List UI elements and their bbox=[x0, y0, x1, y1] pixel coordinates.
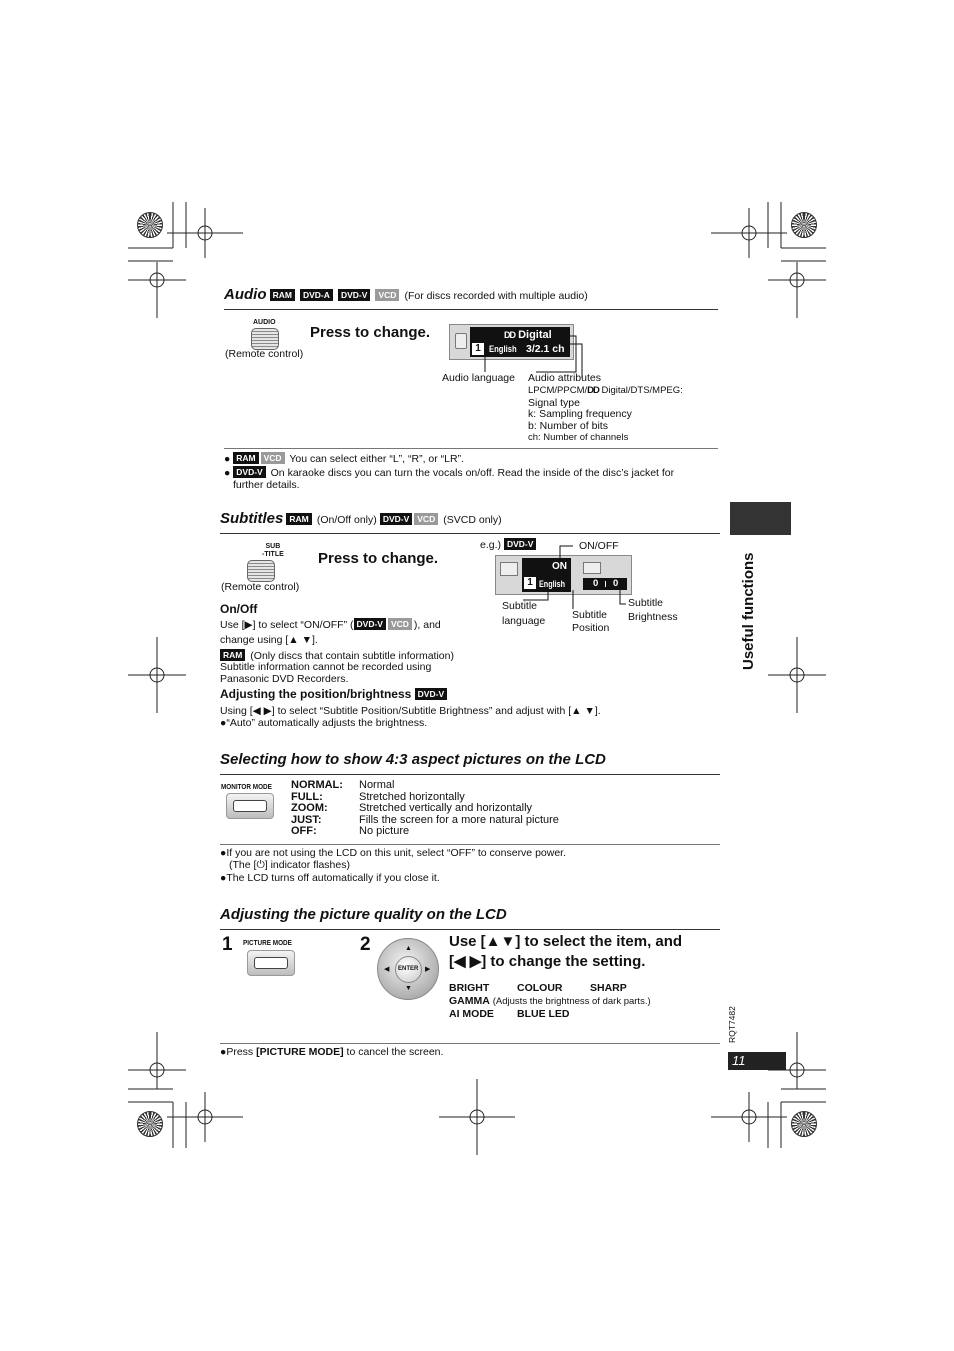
subtitle-press-to-change: Press to change. bbox=[318, 550, 439, 567]
page-number-box bbox=[728, 1052, 786, 1070]
quality-note: ●Press [PICTURE MODE] to cancel the screen. bbox=[220, 1046, 444, 1058]
subtitle-display-number: 1 bbox=[524, 577, 536, 589]
quality-instruction: Use [▲▼] to select the item, and [◀ ▶] to change the setting. bbox=[449, 933, 683, 970]
audio-attr-line2: Signal type bbox=[528, 397, 580, 409]
audio-button-label: AUDIO bbox=[253, 319, 276, 326]
badge-dvd-a: DVD-A bbox=[300, 289, 333, 301]
subtitle-remote-caption: (Remote control) bbox=[221, 581, 300, 593]
badge-vcd: VCD bbox=[261, 452, 285, 464]
quality-notes-rule bbox=[220, 1043, 720, 1044]
auto-text: ●“Auto” automatically adjusts the brightness. bbox=[220, 717, 428, 729]
aspect-mode-row: FULL: Stretched horizontally bbox=[291, 790, 465, 803]
quality-items bbox=[449, 982, 651, 1021]
aspect-title: Selecting how to show 4:3 aspect pictures on the LCD bbox=[220, 751, 606, 768]
audio-attr-line3: k: Sampling frequency bbox=[528, 408, 632, 420]
subtitle-button-label: SUB -TITLE bbox=[262, 543, 284, 558]
quality-title: Adjusting the picture quality on the LCD bbox=[220, 906, 507, 923]
dolby-icon: DD bbox=[504, 330, 515, 340]
page-number: 11 bbox=[732, 1053, 746, 1068]
subtitle-onoff-label: ON/OFF bbox=[579, 540, 619, 552]
subtitle-position-value: 0 bbox=[593, 578, 599, 589]
badge-vcd: VCD bbox=[388, 618, 412, 630]
power-icon: ⏻ bbox=[256, 859, 265, 871]
subtitles-section-header: Subtitles RAM (On/Off only) DVD-V VCD (SVCD only) bbox=[220, 510, 502, 527]
badge-dvd-v: DVD-V bbox=[338, 289, 370, 301]
audio-attr-line4: b: Number of bits bbox=[528, 420, 608, 432]
monitor-mode-button[interactable] bbox=[226, 793, 274, 819]
badge-dvd-v: DVD-V bbox=[504, 538, 536, 550]
monitor-mode-label: MONITOR MODE bbox=[221, 782, 272, 791]
color-wheel-icon bbox=[791, 1111, 817, 1137]
onoff-heading: On/Off bbox=[220, 602, 258, 616]
badge-ram: RAM bbox=[270, 289, 295, 301]
picture-mode-button[interactable] bbox=[247, 950, 295, 976]
audio-title: Audio bbox=[224, 286, 267, 303]
aspect-mode-row: OFF: No picture bbox=[291, 825, 410, 837]
subtitle-brightness-caption: Subtitle Brightness bbox=[628, 597, 678, 623]
audio-note: (For discs recorded with multiple audio) bbox=[404, 290, 588, 302]
arrow-right-icon: ▶ bbox=[425, 966, 431, 973]
color-wheel-icon bbox=[137, 1111, 163, 1137]
adjust-text: Using [◀ ▶] to select “Subtitle Position/Subtitle Brightness” and adjust with [▲ ▼]. bbox=[220, 705, 601, 717]
quality-items-row-2: GAMMA (Adjusts the brightness of dark parts.) bbox=[449, 994, 651, 1007]
aspect-note-1b: (The [⏻] indicator flashes) bbox=[229, 859, 350, 871]
badge-dvd-v: DVD-V bbox=[233, 466, 265, 478]
badge-vcd: VCD bbox=[414, 513, 438, 525]
badge-dvd-v: DVD-V bbox=[380, 513, 412, 525]
audio-note-1: ● RAM VCD You can select either “L”, “R”, or “LR”. bbox=[224, 453, 464, 465]
badge-ram: RAM bbox=[286, 513, 311, 525]
subtitles-title: Subtitles bbox=[220, 510, 284, 527]
quality-items-row-1: BRIGHT COLOUR SHARP bbox=[449, 982, 627, 994]
audio-attr-line1: LPCM/PPCM/DD Digital/DTS/MPEG: bbox=[528, 385, 683, 396]
arrow-up-icon: ▲ bbox=[405, 945, 412, 952]
badge-dvd-v: DVD-V bbox=[354, 618, 386, 630]
arrow-down-icon: ▼ bbox=[405, 985, 412, 992]
onoff-text-2: change using [▲ ▼]. bbox=[220, 634, 318, 646]
audio-attributes-label: Audio attributes bbox=[528, 372, 601, 384]
subtitle-language-caption: Subtitle language bbox=[502, 600, 546, 627]
arrow-left-icon: ◀ bbox=[384, 966, 390, 973]
aspect-mode-list bbox=[291, 780, 559, 838]
badge-ram: RAM bbox=[220, 649, 245, 661]
enter-dial[interactable] bbox=[377, 938, 439, 1000]
subtitle-position-caption: Subtitle Position bbox=[572, 609, 610, 634]
audio-note-2-cont: further details. bbox=[233, 479, 300, 491]
audio-display-digital: DD Digital bbox=[504, 329, 552, 341]
subtitle-brightness-value: 0 bbox=[613, 578, 619, 589]
audio-attr-line5: ch: Number of channels bbox=[528, 432, 629, 443]
subtitle-example-label: e.g.) DVD-V bbox=[480, 538, 538, 552]
audio-note-2: ● DVD-V On karaoke discs you can turn the vocals on/off. Read the inside of the disc’s jacket for bbox=[224, 467, 675, 479]
aspect-mode-row: NORMAL: Normal bbox=[291, 779, 395, 791]
aspect-mode-row: ZOOM: Stretched vertically and horizontally bbox=[291, 802, 533, 814]
ram-note-3: Panasonic DVD Recorders. bbox=[220, 673, 349, 685]
aspect-notes-rule bbox=[220, 844, 720, 845]
step-1-number: 1 bbox=[222, 934, 233, 955]
quality-rule bbox=[220, 929, 720, 930]
audio-press-to-change: Press to change. bbox=[310, 324, 431, 341]
audio-display-channels: 3/2.1 ch bbox=[526, 343, 565, 355]
step-2-number: 2 bbox=[360, 934, 371, 955]
aspect-rule bbox=[220, 774, 720, 775]
audio-remote-caption: (Remote control) bbox=[225, 348, 304, 360]
quality-items-row-3: AI MODE BLUE LED bbox=[449, 1008, 570, 1020]
side-tab-label: Useful functions bbox=[740, 552, 757, 670]
adjust-heading: Adjusting the position/brightness DVD-V bbox=[220, 687, 449, 701]
subtitle-display-language: English bbox=[539, 579, 566, 589]
aspect-mode-row: JUST: Fills the screen for a more natural picture bbox=[291, 813, 559, 826]
dolby-icon: DD bbox=[587, 385, 599, 396]
enter-label: ENTER bbox=[398, 966, 419, 972]
aspect-note-1: ●If you are not using the LCD on this unit, select “OFF” to conserve power. bbox=[220, 847, 567, 859]
picture-mode-label: PICTURE MODE bbox=[243, 938, 292, 947]
audio-display-language: English bbox=[489, 344, 517, 354]
ram-note-1: RAM (Only discs that contain subtitle information) bbox=[220, 649, 454, 663]
subtitle-display-on: ON bbox=[552, 561, 567, 572]
badge-dvd-v: DVD-V bbox=[415, 688, 447, 700]
ram-note-2: Subtitle information cannot be recorded using bbox=[220, 661, 432, 673]
audio-display-track-number: 1 bbox=[472, 343, 484, 355]
aspect-note-2: ●The LCD turns off automatically if you close it. bbox=[220, 872, 440, 884]
badge-vcd: VCD bbox=[375, 289, 399, 301]
document-code: RQT7482 bbox=[727, 1006, 737, 1043]
onoff-text-1: Use [▶] to select “ON/OFF” ( DVD-V VCD ), and bbox=[220, 619, 441, 631]
subtitle-callout-lines bbox=[0, 0, 954, 650]
badge-ram: RAM bbox=[233, 452, 258, 464]
audio-language-label: Audio language bbox=[442, 372, 515, 384]
